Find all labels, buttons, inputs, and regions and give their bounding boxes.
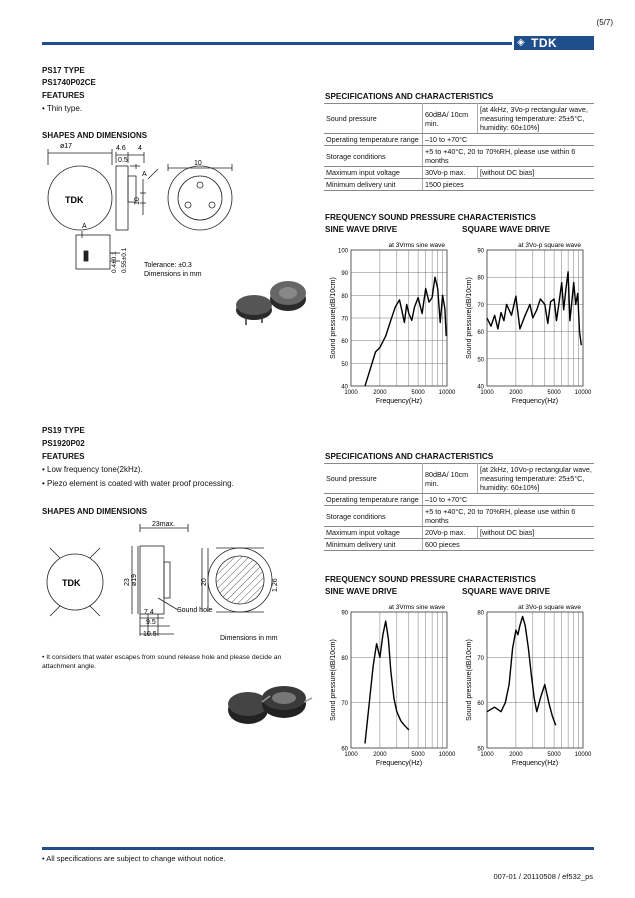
- ps19-spec-heading: SPECIFICATIONS AND CHARACTERISTICS: [325, 452, 494, 461]
- x-tick-label: 10000: [438, 390, 456, 396]
- series-line: [487, 617, 556, 726]
- chart-title: at 3Vrms sine wave: [388, 242, 445, 249]
- y-tick-label: 90: [341, 271, 348, 278]
- y-axis-label: Sound pressure(dB/10cm): [466, 639, 473, 721]
- ps19-features-heading: FEATURES: [42, 452, 85, 461]
- table-row: Minimum delivery unit 600 pieces: [324, 539, 594, 551]
- tdk-logo: [514, 36, 594, 50]
- y-tick-label: 100: [337, 248, 348, 255]
- ps19-dim-23: 23: [124, 578, 131, 586]
- ps17-feature-1: • Thin type.: [42, 104, 82, 113]
- y-tick-label: 90: [341, 610, 348, 617]
- table-row: Sound pressure 60dBA/ 10cm min. [at 4kHz, 3Vo-p rectangular wave, measuring temperature: 25±5°C, humidity: 60±10%]: [324, 104, 594, 134]
- y-tick-label: 70: [341, 701, 348, 708]
- ps17-type: PS17 TYPE: [42, 66, 85, 75]
- ps19-sine-heading: SINE WAVE DRIVE: [325, 587, 398, 596]
- table-row: Maximum input voltage 30Vo-p max. [without DC bias]: [324, 167, 594, 179]
- ps17-dim-10b: 10: [134, 197, 141, 205]
- y-tick-label: 80: [477, 610, 484, 617]
- plot-frame: [487, 612, 583, 748]
- ps19-dim-unit: Dimensions in mm: [220, 635, 278, 642]
- ps19-sine-chart: [326, 600, 458, 772]
- footer-code: 007-01 / 20110508 / ef532_ps: [493, 872, 593, 881]
- ps19-type: PS19 TYPE: [42, 426, 85, 435]
- x-axis-label: Frequency(Hz): [375, 760, 423, 767]
- ps19-square-chart: [462, 600, 594, 772]
- ps17-freq-heading: FREQUENCY SOUND PRESSURE CHARACTERISTICS: [325, 213, 536, 222]
- ps19-dim-105: 10.5: [143, 631, 157, 638]
- ps17-square-heading: SQUARE WAVE DRIVE: [462, 225, 551, 234]
- ps19-drawing: [40, 518, 310, 648]
- x-tick-label: 2000: [373, 752, 387, 758]
- x-tick-label: 10000: [574, 752, 592, 758]
- x-tick-label: 2000: [509, 390, 523, 396]
- ps17-spec-heading: SPECIFICATIONS AND CHARACTERISTICS: [325, 92, 494, 101]
- y-tick-label: 60: [341, 746, 348, 753]
- y-tick-label: 90: [477, 248, 484, 255]
- x-axis-label: Frequency(Hz): [511, 760, 559, 767]
- x-tick-label: 5000: [547, 752, 561, 758]
- ps19-freq-heading: FREQUENCY SOUND PRESSURE CHARACTERISTICS: [325, 575, 536, 584]
- x-tick-label: 2000: [509, 752, 523, 758]
- y-tick-label: 60: [341, 339, 348, 346]
- ps19-dim-126: 1.26: [272, 578, 279, 592]
- footer-note: • All specifications are subject to change without notice.: [42, 854, 226, 863]
- page-number: (5/7): [596, 18, 613, 27]
- tdk-logo-icon: ◈: [517, 37, 525, 48]
- ps17-dim-unit: Dimensions in mm: [144, 271, 202, 278]
- ps19-spec-table: [324, 463, 594, 551]
- ps17-dim-04: 0.4±0.1: [111, 251, 118, 273]
- table-row: Operating temperature range –10 to +70°C: [324, 494, 594, 506]
- ps19-note: • It considers that water escapes from sound release hole and please decide an attachment angle.: [42, 654, 282, 670]
- x-axis-label: Frequency(Hz): [511, 398, 559, 405]
- y-tick-label: 80: [341, 655, 348, 662]
- ps17-drawing: [40, 143, 310, 333]
- ps17-tolerance: Tolerance: ±0.3: [144, 262, 192, 269]
- ps17-tdk-mark: TDK: [65, 195, 84, 205]
- ps17-product-photo: [236, 281, 306, 325]
- ps19-feature-2: • Piezo element is coated with water proof processing.: [42, 479, 234, 488]
- y-tick-label: 50: [477, 746, 484, 753]
- y-tick-label: 40: [477, 384, 484, 391]
- ps17-label-a1: A: [142, 171, 147, 178]
- ps17-dim-055: 0.55±0.1: [121, 247, 128, 273]
- y-tick-label: 80: [341, 293, 348, 300]
- series-line: [487, 272, 581, 345]
- chart-title: at 3Vo-p square wave: [518, 242, 581, 249]
- table-row: Minimum delivery unit 1500 pieces: [324, 179, 594, 191]
- y-axis-label: Sound pressure(dB/10cm): [466, 277, 473, 359]
- ps19-dim-23max: 23max.: [152, 521, 175, 528]
- ps19-tdk-mark: TDK: [62, 578, 81, 588]
- table-row: Sound pressure 80dBA/ 10cm min. [at 2kHz, 10Vo-p rectangular wave, measuring temperature: 25±5°C, humidity: 60±10%]: [324, 464, 594, 494]
- ps17-sine-heading: SINE WAVE DRIVE: [325, 225, 398, 234]
- table-row: Maximum input voltage 20Vo-p max. [without DC bias]: [324, 527, 594, 539]
- y-tick-label: 70: [477, 302, 484, 309]
- y-tick-label: 40: [341, 384, 348, 391]
- chart-title: at 3Vo-p square wave: [518, 604, 581, 611]
- ps17-square-chart: [462, 238, 594, 410]
- y-tick-label: 80: [477, 275, 484, 282]
- table-row: Storage conditions +5 to +40°C, 20 to 70%RH, please use within 6 months: [324, 146, 594, 167]
- x-tick-label: 1000: [344, 752, 358, 758]
- ps17-label-a2: A: [82, 223, 87, 230]
- x-tick-label: 2000: [373, 390, 387, 396]
- ps19-dim-74: 7.4: [144, 609, 154, 616]
- ps17-dim-4: 4: [138, 145, 142, 152]
- header-rule: [42, 42, 512, 45]
- ps19-shapes-heading: SHAPES AND DIMENSIONS: [42, 507, 148, 516]
- series-line: [365, 277, 446, 386]
- ps19-part: PS1920P02: [42, 439, 85, 448]
- y-tick-label: 50: [477, 357, 484, 364]
- chart-title: at 3Vrms sine wave: [388, 604, 445, 611]
- series-line: [365, 621, 409, 743]
- ps17-features-heading: FEATURES: [42, 91, 85, 100]
- x-axis-label: Frequency(Hz): [375, 398, 423, 405]
- x-tick-label: 10000: [574, 390, 592, 396]
- ps19-dim-d19: ø19: [131, 573, 138, 586]
- ps19-dim-20: 20: [201, 578, 208, 586]
- ps17-part: PS1740P02CE: [42, 78, 96, 87]
- x-tick-label: 5000: [547, 390, 561, 396]
- table-row: Storage conditions +5 to +40°C, 20 to 70%RH, please use within 6 months: [324, 506, 594, 527]
- ps19-square-heading: SQUARE WAVE DRIVE: [462, 587, 551, 596]
- x-tick-label: 1000: [344, 390, 358, 396]
- y-axis-label: Sound pressure(dB/10cm): [330, 639, 337, 721]
- footer-rule: [42, 847, 594, 850]
- ps19-dim-95: 9.5: [146, 619, 156, 626]
- plot-frame: [487, 250, 583, 386]
- y-tick-label: 70: [477, 655, 484, 662]
- ps17-dim-46: 4.6: [116, 145, 126, 152]
- x-tick-label: 1000: [480, 752, 494, 758]
- x-tick-label: 1000: [480, 390, 494, 396]
- tdk-logo-text: TDK: [531, 36, 558, 50]
- bullet: •: [42, 654, 47, 661]
- y-tick-label: 70: [341, 316, 348, 323]
- ps19-sound-hole: Sound hole: [177, 607, 213, 614]
- x-tick-label: 10000: [438, 752, 456, 758]
- ps19-product-photo: [226, 680, 316, 740]
- ps17-dim-05: 0.5: [118, 157, 128, 164]
- x-tick-label: 5000: [411, 390, 425, 396]
- ps17-spec-table: [324, 103, 594, 191]
- table-row: Operating temperature range –10 to +70°C: [324, 134, 594, 146]
- plot-frame: [351, 612, 447, 748]
- x-tick-label: 5000: [411, 752, 425, 758]
- ps17-shapes-heading: SHAPES AND DIMENSIONS: [42, 131, 148, 140]
- y-tick-label: 50: [341, 361, 348, 368]
- ps19-feature-1: • Low frequency tone(2kHz).: [42, 465, 143, 474]
- ps17-dim-10a: 10: [194, 160, 202, 167]
- ps17-sine-chart: [326, 238, 458, 410]
- y-tick-label: 60: [477, 330, 484, 337]
- ps17-dim-d17: ø17: [60, 143, 73, 150]
- y-axis-label: Sound pressure(dB/10cm): [330, 277, 337, 359]
- y-tick-label: 60: [477, 701, 484, 708]
